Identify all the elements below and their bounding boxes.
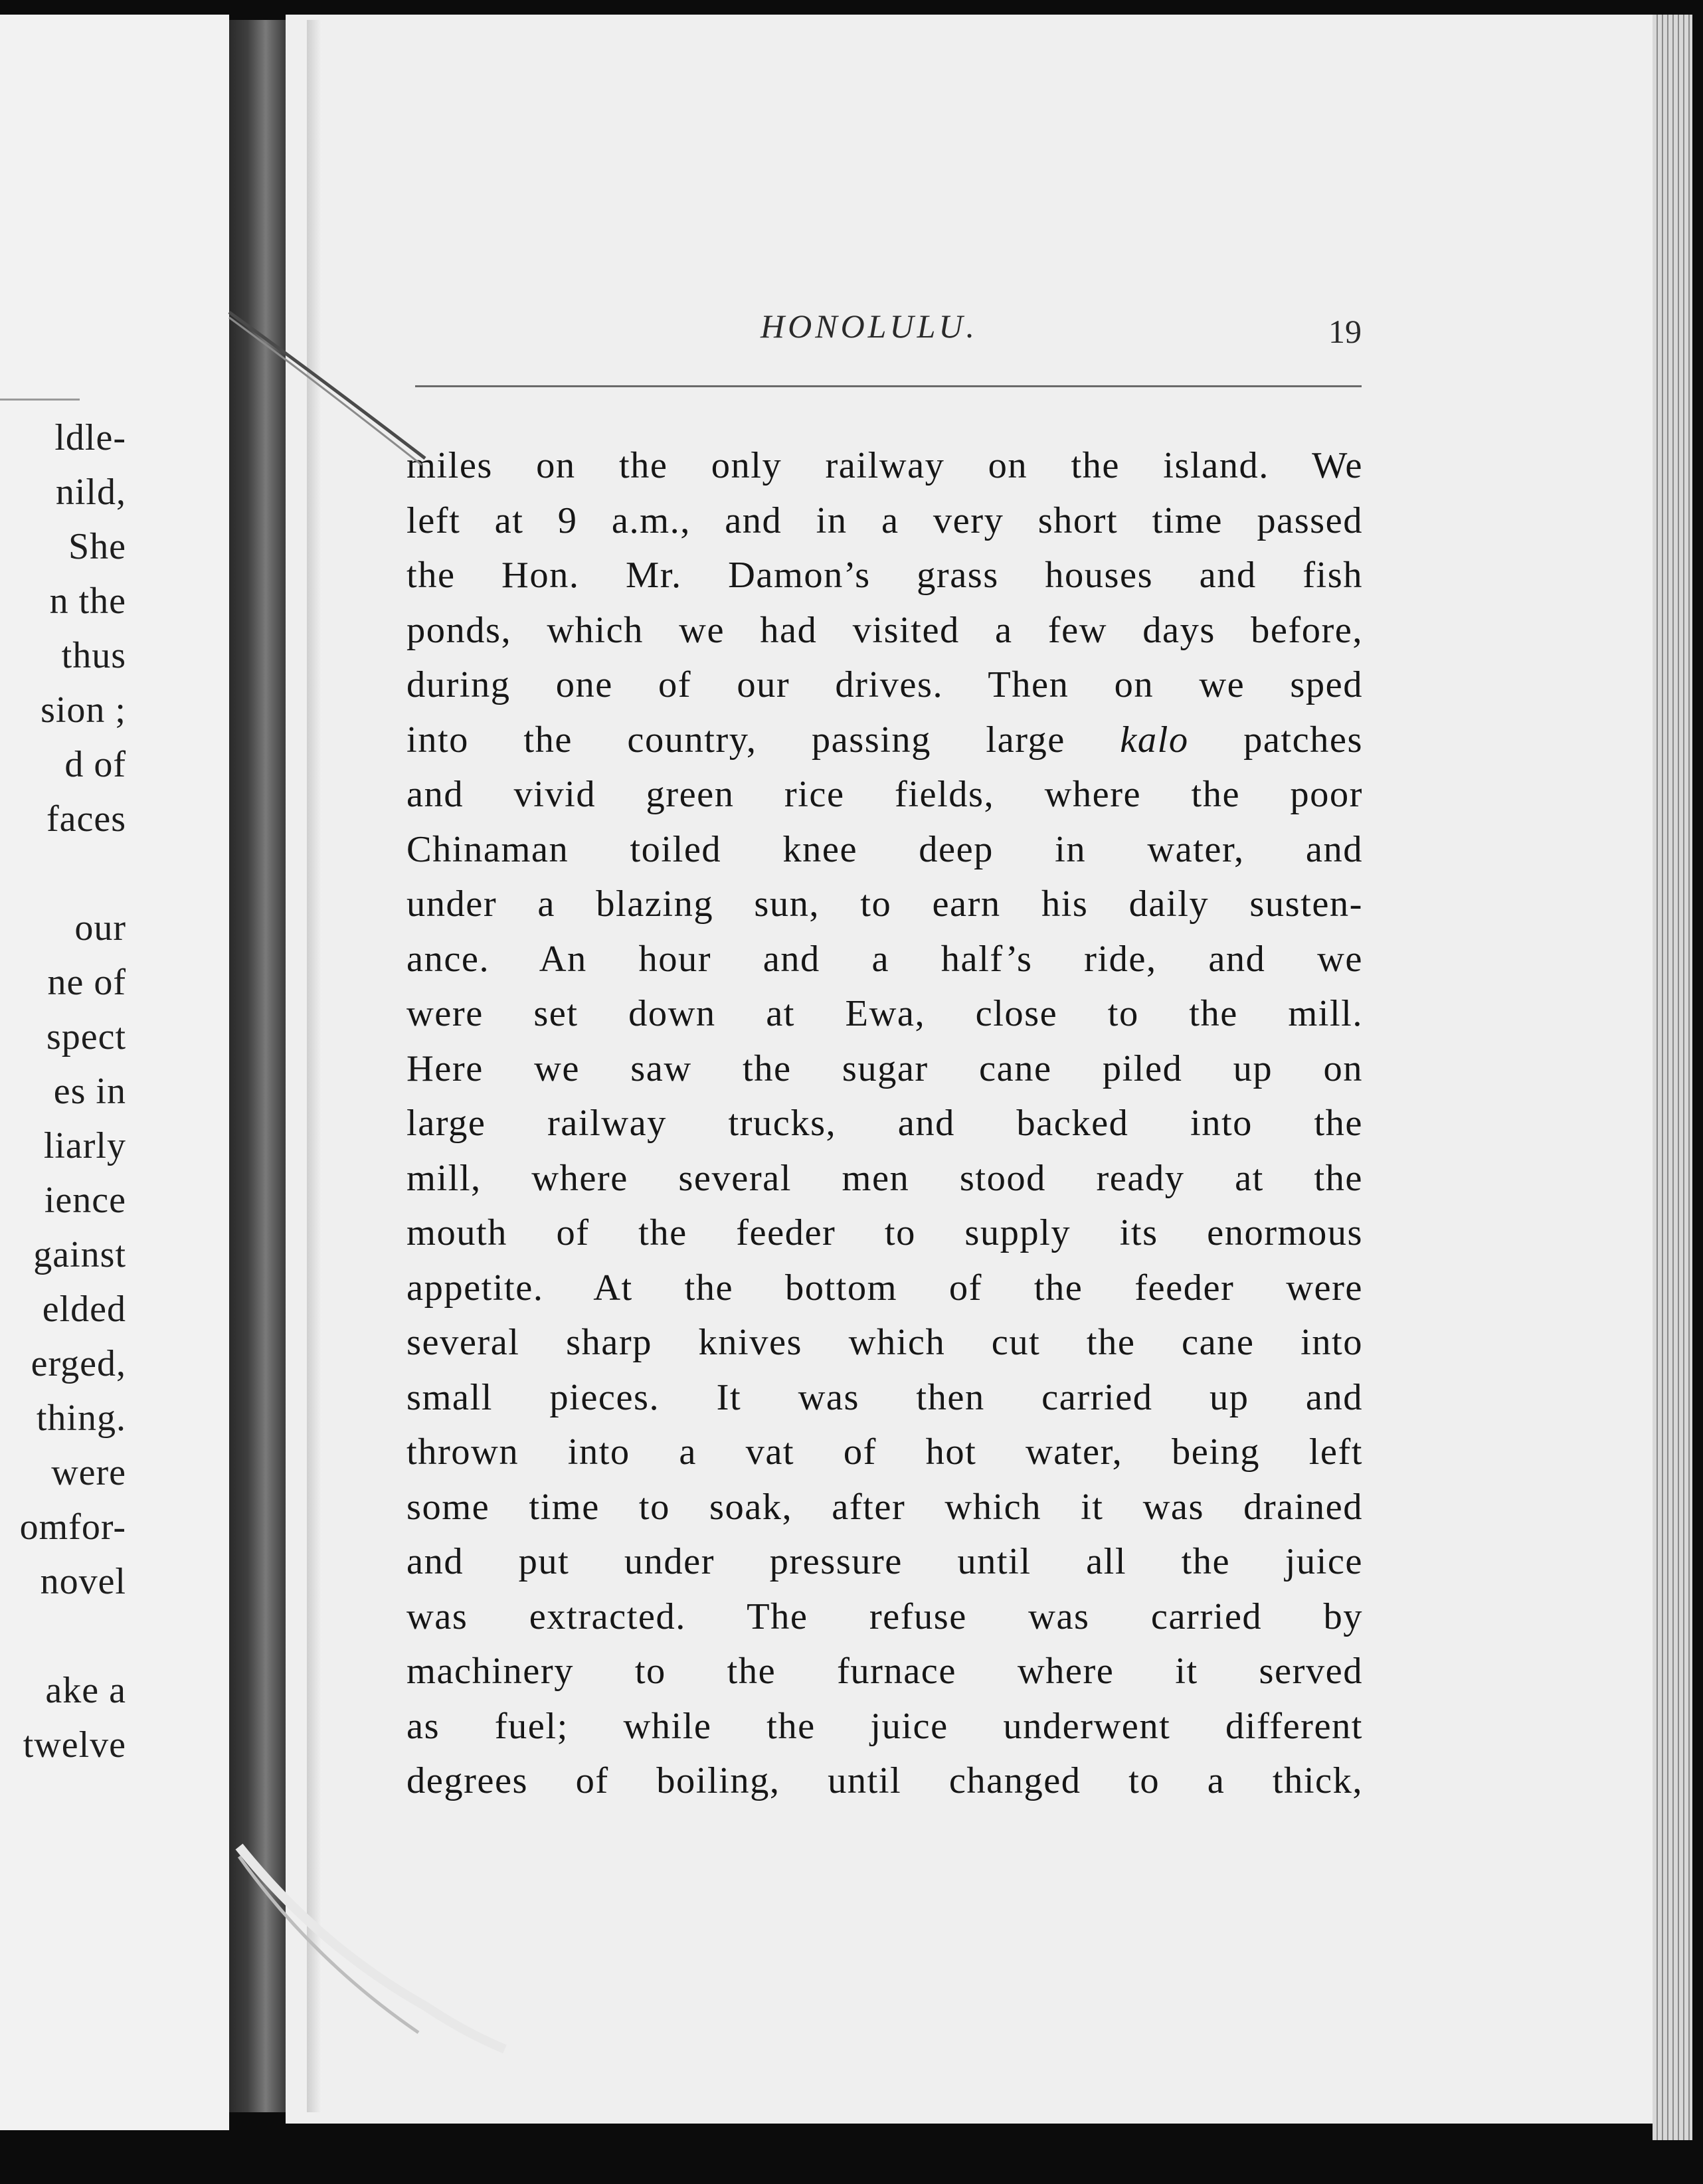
text-line: Here we saw the sugar cane piled up on: [406, 1047, 1363, 1089]
left-page-line: ience: [44, 1180, 126, 1221]
left-page-line: nild,: [55, 472, 126, 513]
left-page-line: thus: [61, 635, 126, 676]
left-page-line: ne of: [47, 962, 126, 1003]
page-number: 19: [1328, 313, 1362, 350]
text-line: appetite. At the bottom of the feeder were: [406, 1267, 1363, 1309]
text-line: during one of our drives. Then on we sped: [406, 664, 1363, 705]
text-line: degrees of boiling, until changed to a thick,: [406, 1760, 1363, 1801]
text-line: Chinaman toiled knee deep in water, and: [406, 828, 1363, 870]
text-line: thrown into a vat of hot water, being left: [406, 1431, 1363, 1473]
text-line: some time to soak, after which it was drained: [406, 1486, 1363, 1528]
left-page-line: twelve: [23, 1724, 126, 1766]
left-page-line: omfor-: [19, 1506, 126, 1548]
left-page-line: faces: [46, 798, 126, 840]
left-page-line: our: [74, 907, 126, 949]
left-page-line: gainst: [33, 1234, 126, 1275]
text-line: mouth of the feeder to supply its enormous: [406, 1212, 1363, 1253]
left-page-line: spect: [46, 1016, 126, 1057]
text-line: were set down at Ewa, close to the mill.: [406, 993, 1363, 1034]
text-line: under a blazing sun, to earn his daily susten-: [406, 883, 1363, 925]
text-line: mill, where several men stood ready at the: [406, 1157, 1363, 1199]
left-page-line: were: [51, 1452, 126, 1493]
left-page-line: liarly: [43, 1125, 126, 1166]
text-line: as fuel; while the juice underwent different: [406, 1705, 1363, 1747]
text-line: several sharp knives which cut the cane into: [406, 1322, 1363, 1363]
running-head: HONOLULU.: [761, 308, 978, 345]
left-page-line: ake a: [45, 1670, 126, 1711]
text-line: ance. An hour and a half’s ride, and we: [406, 938, 1363, 980]
left-page-line: elded: [42, 1289, 126, 1330]
text-line: and put under pressure until all the juice: [406, 1541, 1363, 1582]
text-line: and vivid green rice fields, where the poor: [406, 774, 1363, 815]
left-page-line: thing.: [36, 1398, 126, 1439]
text-line: was extracted. The refuse was carried by: [406, 1595, 1363, 1637]
left-page-line: ldle-: [54, 417, 126, 458]
left-page-line: d of: [64, 744, 126, 785]
left-page-line: novel: [40, 1561, 126, 1602]
text-line: machinery to the furnace where it served: [406, 1651, 1363, 1692]
text-line: ponds, which we had visited a few days before,: [406, 609, 1363, 651]
text-line: large railway trucks, and backed into the: [406, 1103, 1363, 1144]
left-page-line: es in: [53, 1071, 126, 1112]
text-line: small pieces. It was then carried up and: [406, 1376, 1363, 1418]
left-page-line: erged,: [31, 1343, 126, 1384]
text-line: left at 9 a.m., and in a very short time passed: [406, 500, 1363, 541]
left-page-line: sion ;: [41, 689, 126, 731]
text-line: miles on the only railway on the island. We: [406, 445, 1363, 486]
italic-word: kalo: [1120, 719, 1189, 761]
left-page-line: She: [68, 526, 126, 567]
text-line: into the country, passing large kalo patches: [406, 719, 1363, 761]
left-page-line: n the: [49, 581, 126, 622]
text-line: the Hon. Mr. Damon’s grass houses and fish: [406, 555, 1363, 596]
